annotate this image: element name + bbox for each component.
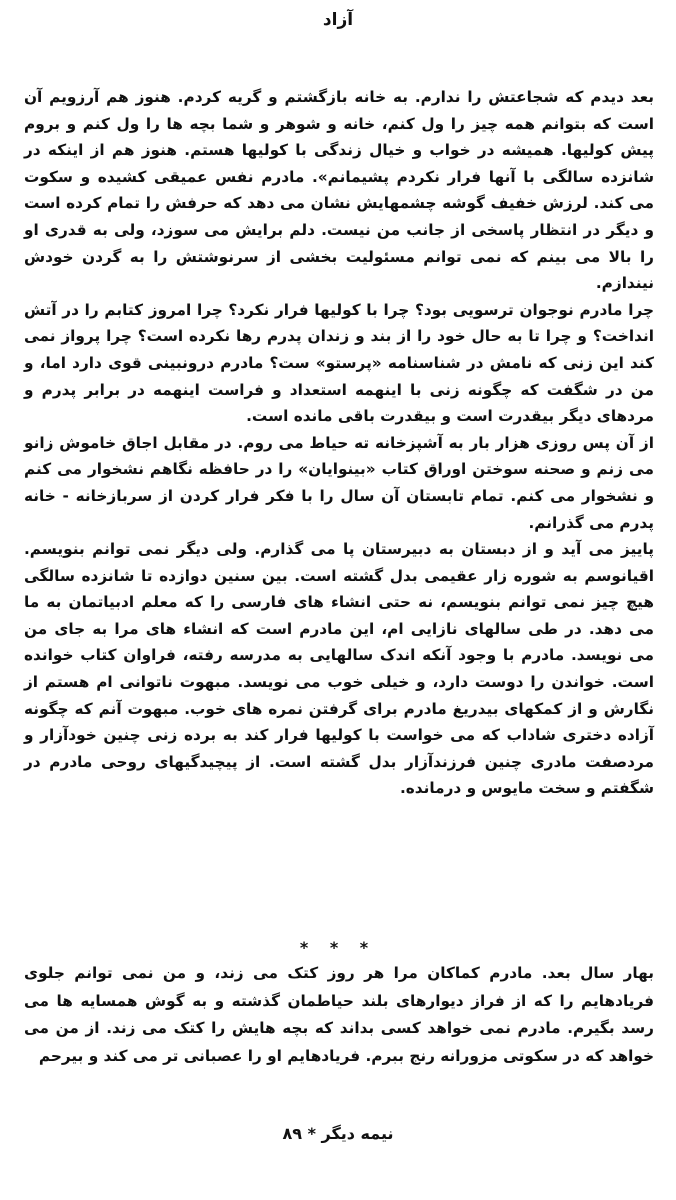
page-footer: نیمه دیگر * ۸۹ xyxy=(282,1124,394,1143)
section-separator: * * * xyxy=(299,938,377,957)
paragraph: پاییز می آید و از دبستان به دبیرستان پا می گذارم. ولی دیگر نمی توانم بنویسم. اقیانوسم به شوره زار عقیمی بدل گشته است. بین سنین دوازده تا شانزده سالگی هیچ چیز نمی توانم بنویسم، نه حتی انشاء های فارسی را که معلم ادبیاتمان به ما می دهد. در طی سالهای نازایی ام، این مادرم است که انشاء های مرا به جای من می نویسد. مادرم با وجود آنکه اندک سالهایی به مدرسه رفته، فراوان کتاب خوانده است. خواندن را دوست دارد، و خیلی خوب می نویسد. مبهوت ناتوانی ام هستم از نگارش و از کمکهای بیدریغ مادرم برای گرفتن نمره های خوب. مبهوت آنم که چگونه آزاده دختری شاداب که می خواست با کولیها فرار کند به برده زنی چنین خودآزار و مردصفت مادری چنین فرزندآزار بدل گشته است. از پیچیدگیهای روحی مادرم در شگفتم و سخت مایوس و درمانده. xyxy=(24,540,654,798)
paragraph: چرا مادرم نوجوان ترسویی بود؟ چرا با کولیها فرار نکرد؟ چرا امروز کتابم را در آتش انداخت؟ و چرا تا به حال خود را از بند و زندان پدرم رها نکرده است؟ چرا پرواز نمی کند این زنی که نامش در شناسنامه «پرستو» ست؟ مادرم درونبینی قوی دارد اما، و من در شگفت که چگونه زنی با اینهمه استعداد و فراست اینهمه در برابر پدرم و مردهای دیگر بیقدرت است و بیقدرت باقی مانده است. xyxy=(24,300,654,426)
paragraph: بهار سال بعد. مادرم کماکان مرا هر روز کتک می زند، و من نمی توانم جلوی فریادهایم را که از فراز دیوارهای بلند حیاطمان گذشته و به گوش همسایه ها می رسد بگیرم. مادرم نمی خواهد کسی بداند که بچه هایش را کتک می زند. از من می خواهد که در سکوتی مزورانه رنج ببرم. فریادهایم او را عصبانی تر می کند و بیرحم xyxy=(24,964,654,1065)
second-text-block xyxy=(24,960,654,1070)
paragraph: از آن پس روزی هزار بار به آشپزخانه ته حیاط می روم. در مقابل اجاق خاموش زانو می زنم و صحنه سوختن اوراق کتاب «بینوایان» را در حافظه نگاهم نشخوار می کنم و نشخوار می کنم. تمام تابستان آن سال را با فکر فرار کردن از سربازخانه - خانه پدرم می گذرانم. xyxy=(24,433,654,532)
main-text-block xyxy=(24,84,654,802)
running-title: آزاد xyxy=(322,10,354,30)
paragraph: بعد دیدم که شجاعتش را ندارم. به خانه بازگشتم و گریه کردم. هنوز هم آرزویم آن است که بتوانم همه چیز را ول کنم، خانه و شوهر و شما بچه ها را ول کنم و بروم پیش کولیها. همیشه در خواب و خیال زندگی با کولیها هستم. هنوز هم از اینکه در شانزده سالگی با آنها فرار نکردم پشیمانم». مادرم نفس عمیقی کشیده و سکوت می کند. لرزش خفیف گوشه چشمهایش نشان می دهد که حرفش را تمام کرده است و دیگر در انتظار پاسخی از جانب من نیست. دلم برایش می سوزد، ولی به قدری او را بالا می بینم که نمی توانم مسئولیت بخشی از سرنوشتش را به گردن خودش نیندازم. xyxy=(24,88,654,293)
